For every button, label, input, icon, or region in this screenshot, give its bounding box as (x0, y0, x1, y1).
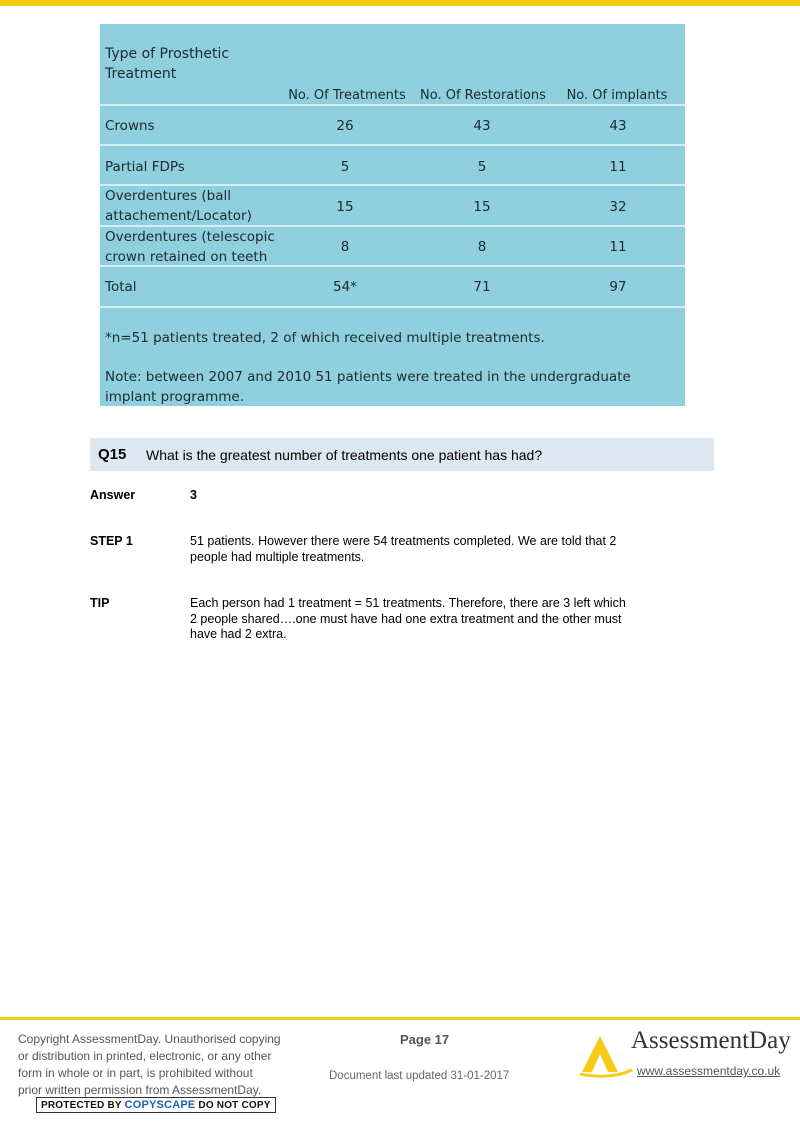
column-header-restorations: No. Of Restorations (420, 88, 546, 103)
website-link[interactable]: www.assessmentday.co.uk (637, 1064, 781, 1078)
cell-restorations: 8 (477, 239, 487, 255)
tip-text (190, 596, 670, 643)
row-label: Partial FDPs (105, 159, 185, 175)
row-divider (100, 144, 685, 146)
prosthetic-treatment-table (100, 24, 685, 406)
answer-value: 3 (190, 488, 197, 502)
top-accent-bar (0, 0, 800, 6)
copyright-line: Copyright AssessmentDay. Unauthorised copying (18, 1032, 281, 1046)
table-note (105, 367, 631, 407)
table-note-line2: implant programme. (105, 389, 245, 405)
copyscape-post: DO NOT COPY (198, 1100, 271, 1111)
cell-treatments: 26 (336, 118, 354, 134)
row-label-line2: crown retained on teeth (105, 249, 268, 265)
table-footnote: *n=51 patients treated, 2 of which received multiple treatments. (105, 330, 545, 346)
tip-line2: 2 people shared….one must have had one extra treatment and the other must (190, 611, 622, 626)
row-label-line2: attachement/Locator) (105, 208, 252, 224)
cell-treatments: 8 (340, 239, 350, 255)
step1-text (190, 534, 670, 565)
header-title-line1: Type of Prosthetic (105, 46, 230, 62)
question-bar (90, 438, 714, 471)
tip-line3: have had 2 extra. (190, 627, 287, 641)
table-note-line1: Note: between 2007 and 2010 51 patients were treated in the undergraduate (105, 369, 631, 385)
row-divider (100, 265, 685, 267)
cell-restorations: 43 (473, 118, 491, 134)
cell-implants: 11 (609, 159, 627, 175)
cell-restorations: 5 (477, 159, 487, 175)
table-header-title (105, 44, 229, 84)
tip-label: TIP (90, 596, 110, 610)
cell-restorations: 15 (473, 199, 491, 215)
step1-label: STEP 1 (90, 534, 133, 548)
copyright-notice (18, 1031, 281, 1099)
cell-implants: 11 (609, 239, 627, 255)
cell-implants: 32 (609, 199, 627, 215)
cell-implants: 43 (609, 118, 627, 134)
copyscape-pre: PROTECTED BY (41, 1100, 122, 1111)
row-label: Crowns (105, 118, 155, 134)
brand-name: AssessmentDay (631, 1027, 791, 1054)
row-label (105, 227, 275, 267)
row-divider (100, 104, 685, 106)
copyscape-badge[interactable] (36, 1097, 276, 1113)
cell-treatments: 54* (333, 279, 357, 295)
cell-implants: 97 (609, 279, 627, 295)
row-label-line1: Overdentures (telescopic (105, 229, 275, 245)
copyright-line: or distribution in printed, electronic, or any other (18, 1049, 272, 1063)
row-divider (100, 306, 685, 308)
copyscape-brand: COPYSCAPE (124, 1099, 196, 1111)
column-header-implants: No. Of implants (566, 88, 668, 103)
header-title-line2: Treatment (105, 66, 177, 82)
question-text: What is the greatest number of treatments one patient has had? (146, 447, 543, 463)
step1-line1: 51 patients. However there were 54 treatments completed. We are told that 2 (190, 534, 617, 548)
cell-restorations: 71 (473, 279, 491, 295)
tip-line1: Each person had 1 treatment = 51 treatments. Therefore, there are 3 left which (190, 596, 626, 610)
row-label (105, 186, 252, 226)
copyright-line: form in whole or in part, is prohibited without (18, 1066, 253, 1080)
step1-line2: people had multiple treatments. (190, 549, 365, 564)
cell-treatments: 5 (340, 159, 350, 175)
row-label-line1: Overdentures (ball (105, 188, 232, 204)
page-number: Page 17 (400, 1032, 450, 1047)
row-label-total: Total (105, 279, 137, 295)
copyright-line: prior written permission from AssessmentDay. (18, 1083, 262, 1097)
column-header-treatments: No. Of Treatments (288, 88, 406, 103)
cell-treatments: 15 (336, 199, 354, 215)
answer-label: Answer (90, 488, 136, 502)
question-number: Q15 (98, 446, 127, 463)
last-updated: Document last updated 31-01-2017 (329, 1070, 510, 1082)
footer-accent-line (0, 1017, 800, 1020)
